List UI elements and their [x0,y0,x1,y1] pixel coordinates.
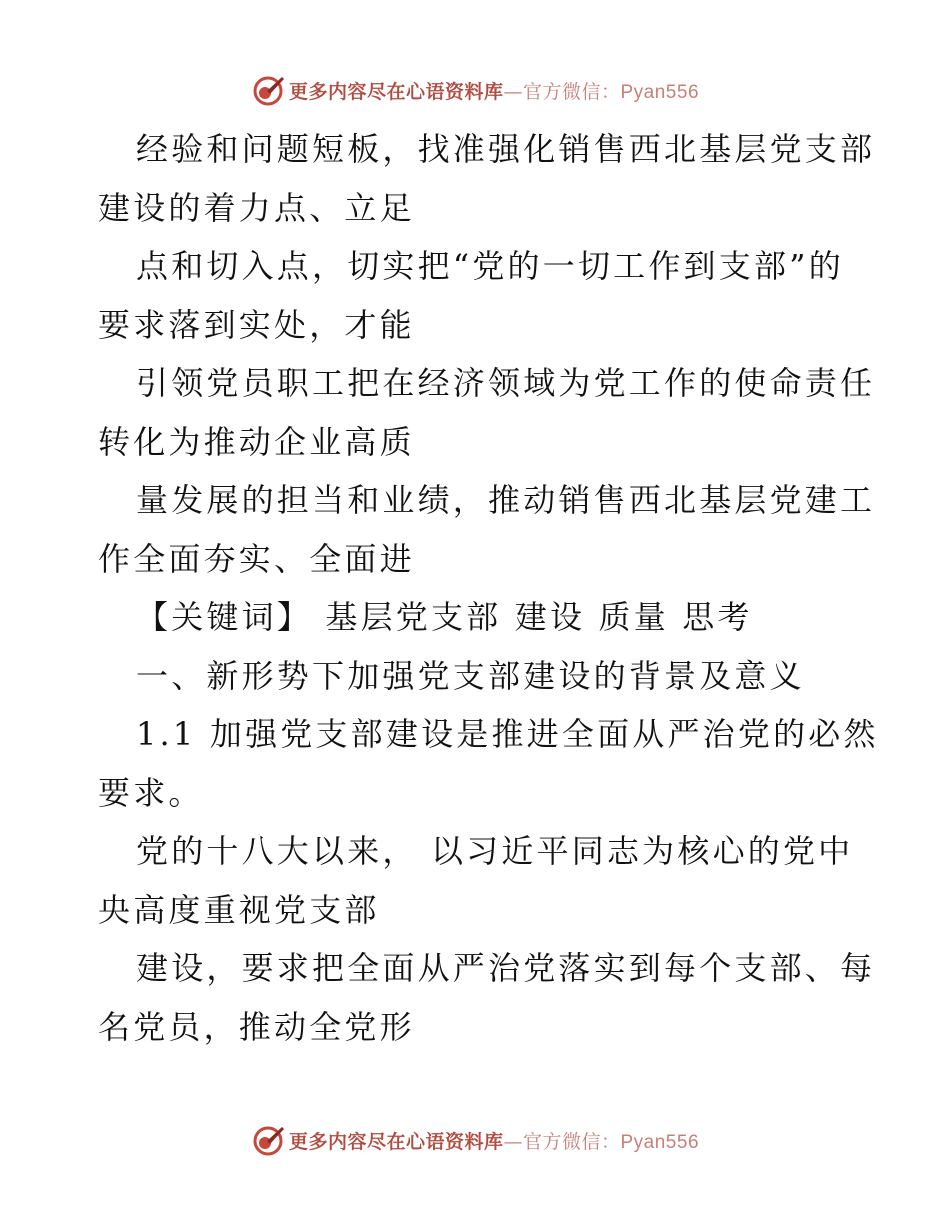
paragraph-line: 转化为推动企业高质 [98,422,415,461]
paragraph-line: 党的十八大以来， 以习近平同志为核心的党中 [136,832,854,870]
paragraph-line: 经验和问题短板，找准强化销售西北基层党支部 [136,130,876,168]
paragraph-line: 要求落到实处，才能 [98,305,415,344]
paragraph-line: 建设，要求把全面从严治党落实到每个支部、每 [136,949,876,987]
brand-logo-icon [251,1123,285,1157]
subsection-heading: 1.1 加强党支部建设是推进全面从严治党的必然 [136,715,879,753]
paragraph-line: 量发展的担当和业绩，推动销售西北基层党建工 [136,481,876,519]
paragraph-line: 点和切入点，切实把“党的一切工作到支部”的 [136,247,844,285]
paragraph-line: 名党员，推动全党形 [98,1007,415,1046]
header-watermark [0,70,950,110]
keywords-line: 【关键词】 基层党支部 建设 质量 思考 [136,598,753,636]
document-body [98,120,879,1056]
section-heading: 一、新形势下加强党支部建设的背景及意义 [136,656,805,695]
watermark-text: 更多内容尽在心语资料库—官方微信：Pyan556 [288,80,700,103]
watermark-text: 更多内容尽在心语资料库—官方微信：Pyan556 [288,1130,700,1153]
footer-watermark [0,1120,950,1160]
paragraph-line: 建设的着力点、立足 [98,188,415,227]
paragraph-line: 引领党员职工把在经济领域为党工作的使命责任 [136,364,876,402]
paragraph-line: 央高度重视党支部 [98,890,380,929]
paragraph-line: 作全面夯实、全面进 [98,539,415,578]
brand-logo-icon [251,73,285,107]
subsection-heading-cont: 要求。 [98,773,204,812]
